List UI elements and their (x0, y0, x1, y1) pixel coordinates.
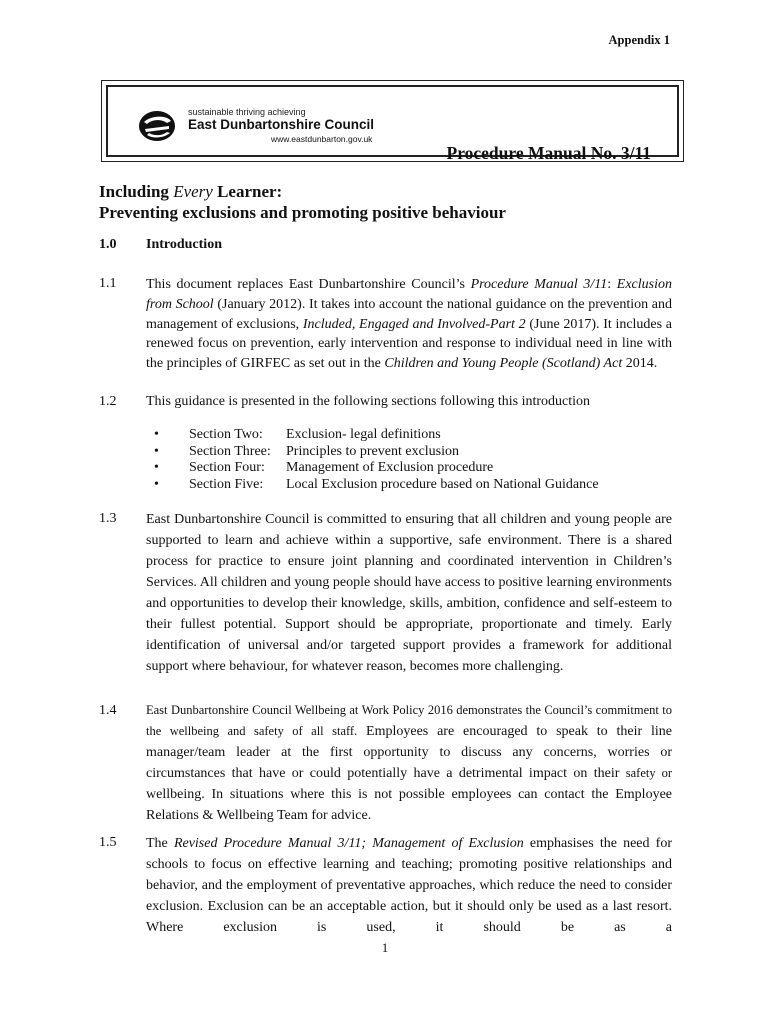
section-list (146, 427, 672, 493)
text-run: 2014. (622, 356, 658, 372)
text-run: emphasises the need for schools to focus on effective learning and teaching; promoting positive relationships and behavior, and the employment of preventative approaches, which reduce the need to consider exclusion. Exclusion can be an acceptable action, but it should only be used as a last resort. Where exclusion is used, it should be as a (146, 836, 672, 935)
paragraph-1-5 (146, 833, 672, 938)
list-item (146, 427, 672, 444)
procedure-manual-number: Procedure Manual No. 3/11 (446, 143, 651, 163)
text-run: wellbeing. In situations where this is not possible employees can contact the Employee Relations & Wellbeing Team for advice. (146, 787, 672, 823)
paragraph-number: 1.5 (99, 835, 117, 850)
list-item (146, 477, 672, 494)
text-run-small: safety or (625, 766, 672, 780)
text-run-small: East Dunbartonshire Council Wellbeing at Work Policy 2016 demonstrates the Council’s commitment to the wellbeing and safety of all staff. (146, 703, 672, 738)
paragraph-number: 1.4 (99, 703, 117, 718)
list-item-section: Section Four: (189, 460, 265, 475)
text-run: This document replaces East Dunbartonshire Council’s (146, 277, 471, 292)
page-number: 1 (381, 940, 389, 955)
list-item (146, 460, 672, 477)
list-item-section: Section Three: (189, 443, 271, 459)
bullet-icon: • (154, 427, 159, 442)
paragraph-1-2: This guidance is presented in the following sections following this introduction (146, 394, 591, 409)
text-run-italic: Procedure Manual 3/11 (470, 277, 608, 292)
title-part: Including (99, 182, 174, 201)
section-heading: Introduction (146, 237, 222, 252)
text-run: : (607, 277, 617, 292)
appendix-label: Appendix 1 (608, 33, 670, 47)
council-logo-icon (137, 109, 177, 143)
bullet-icon: • (154, 460, 159, 475)
paragraph-number: 1.2 (99, 394, 117, 409)
text-run: (January 2012). It takes into account the national guidance on the prevention and management of exclusions, (146, 296, 672, 332)
list-item (146, 444, 672, 461)
council-tagline: sustainable thriving achieving (188, 107, 306, 117)
list-item-section: Section Five: (189, 476, 264, 492)
text-run: Employees are encouraged to speak to their line manager/team leader at the first opportunity to discuss any concerns, worries or circumstances that have or could potentially have a detrimental impact on their (146, 724, 672, 781)
header-inner-frame (106, 85, 679, 163)
paragraph-1-3 (146, 509, 672, 677)
list-item-section: Section Two: (189, 427, 263, 442)
text-run-italic: Included, Engaged and Involved-Part 2 (302, 316, 526, 332)
paragraph-number: 1.3 (99, 511, 117, 526)
paragraph-1-1 (146, 275, 672, 374)
title-part: Learner: (212, 182, 283, 201)
text-run-italic: Children and Young People (Scotland) Act (384, 356, 623, 372)
paragraph-1-4 (146, 700, 672, 826)
text-run-italic: Exclusion from School (146, 277, 672, 312)
title-emphasis: Every (173, 182, 213, 201)
paragraph-number: 1.1 (99, 276, 117, 291)
list-item-desc: Exclusion- legal definitions (286, 427, 441, 442)
text-run: The (146, 836, 174, 851)
header-box (101, 80, 684, 162)
council-website: www.eastdunbarton.gov.uk (271, 134, 373, 144)
bullet-icon: • (154, 443, 159, 459)
list-item-desc: Principles to prevent exclusion (286, 443, 460, 459)
document-title (99, 181, 506, 223)
text-run: (June 2017). It includes a renewed focus on prevention, early intervention and response to individual need in line with the principles of GIRFEC as set out in the (146, 316, 672, 372)
list-item-desc: Local Exclusion procedure based on National Guidance (286, 476, 599, 492)
section-number: 1.0 (99, 237, 117, 252)
title-line-1 (99, 181, 506, 202)
council-name: East Dunbartonshire Council (188, 117, 375, 132)
list-item-desc: Management of Exclusion procedure (286, 460, 494, 475)
title-line-2: Preventing exclusions and promoting positive behaviour (99, 203, 506, 222)
bullet-icon: • (154, 476, 159, 492)
text-run-italic: Revised Procedure Manual 3/11; Management of Exclusion (173, 836, 524, 851)
paragraph-text: East Dunbartonshire Council is committed to ensuring that all children and young people are supported to learn and achieve within a supportive, safe environment. There is a shared process for practice to ensure joint planning and coordinated intervention in Children’s Services. All children and young people should have access to positive learning environments and opportunities to develop their knowledge, skills, ambition, confidence and self-esteem to their fullest potential. Support should be appropriate, proportionate and timely. Early identification of universal and/or targeted support provides a framework for additional support where behaviour, for whatever reason, becomes more challenging. (146, 512, 672, 674)
